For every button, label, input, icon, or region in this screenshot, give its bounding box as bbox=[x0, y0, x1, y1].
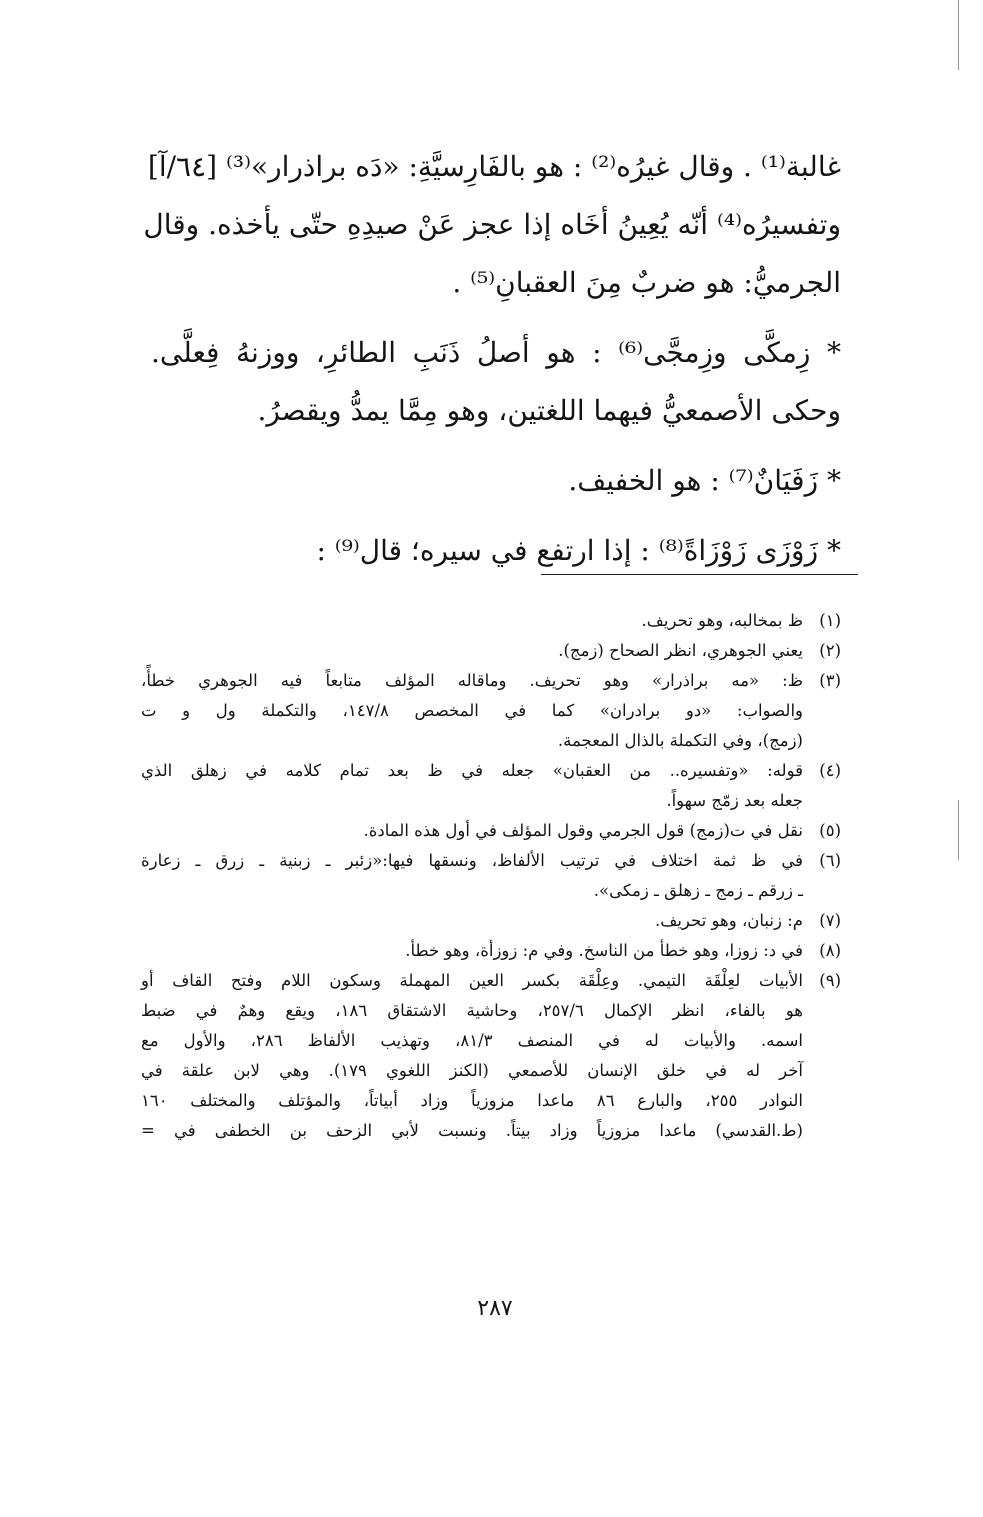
footnote-line: ـ زرقم ـ زمج ـ زهلق ـ زمكى». bbox=[593, 881, 803, 900]
entry-line: * زَفَيَانٌ⁽⁷⁾ : هو الخفيف. bbox=[568, 464, 841, 497]
footnote-number: (٥) bbox=[819, 821, 841, 840]
footnote-line: نقل في ت(زمج) قول الجرمي وقول المؤلف في أول هذه المادة. bbox=[363, 821, 803, 840]
footnote-text bbox=[141, 966, 803, 1146]
entry-line: * زَوْزَى زَوْزَاةً⁽⁸⁾ : إذا ارتفع في سيره؛ قال⁽⁹⁾ : bbox=[316, 534, 841, 567]
footnote-text bbox=[141, 936, 803, 966]
footnote-number: (٣) bbox=[819, 671, 841, 690]
footnote bbox=[141, 816, 841, 846]
footnote-number: (٩) bbox=[819, 971, 841, 990]
footnote-text bbox=[141, 846, 803, 906]
footnote-text bbox=[141, 606, 803, 636]
footnote-number: (٨) bbox=[819, 941, 841, 960]
footnote-number: (٧) bbox=[819, 911, 841, 930]
footnote-line: ظ بمخالبه، وهو تحريف. bbox=[641, 611, 803, 630]
page-number: ٢٨٧ bbox=[477, 1296, 513, 1321]
footnote bbox=[141, 966, 841, 1146]
footnote-line: في ظ ثمة اختلاف في ترتيب الألفاظ، ونسقها فيها:«زئبر ـ زبنية ـ زرق ـ زعارة bbox=[141, 851, 803, 870]
footnote bbox=[141, 666, 841, 756]
footnote bbox=[141, 636, 841, 666]
footnote-text bbox=[141, 666, 803, 756]
footnote-line: قوله: «وتفسيره.. من العقبان» جعله في ظ بعد تمام كلامه في زهلق الذي bbox=[141, 761, 803, 780]
footnote-line: (ط.القدسي) ماعدا مزوزياً وزاد بيتاً. ونسبت لأبي الزحف بن الخطفى في = bbox=[141, 1121, 803, 1140]
footnote-line: م: زنبان، وهو تحريف. bbox=[655, 911, 803, 930]
footnote-line: (زمج)، وفي التكملة بالذال المعجمة. bbox=[557, 731, 803, 750]
footnote-line: هو بالفاء، انظر الإكمال ٢٥٧/٦، وحاشية الاشتقاق ١٨٦، ويقع وهمٌ في ضبط bbox=[141, 1001, 804, 1020]
scan-edge-mark bbox=[958, 800, 963, 860]
footnote-line: الأبيات لعِلْقَة التيمي. وعِلْقَة بكسر العين المهملة وسكون اللام وفتح القاف أو bbox=[141, 971, 803, 990]
footnote-number: (٤) bbox=[819, 761, 841, 780]
main-text-line: وتفسيرُه⁽⁴⁾ أنّه يُعِينُ أخَاه إذا عجز عَنْ صيدِهِ حتّى يأخذه. وقال bbox=[143, 208, 841, 241]
footnote-line: جعله بعد زمّج سهواً. bbox=[666, 791, 803, 810]
footnote bbox=[141, 606, 841, 636]
footnote-text bbox=[141, 816, 803, 846]
entry-line: * زِمكَّى وزِمجَّى⁽⁶⁾ : هو أصلُ ذَنَبِ الطائرِ، ووزنهُ فِعلَّى. bbox=[151, 336, 842, 369]
footnote-line: آخر له في خلق الإنسان للأصمعي (الكنز اللغوي ١٧٩). وهي لابن علقة في bbox=[141, 1061, 803, 1080]
main-text-line: الجرميُّ: هو ضربٌ مِنَ العقبانِ⁽⁵⁾ . bbox=[452, 266, 841, 299]
scan-edge-mark bbox=[958, 0, 963, 70]
footnote-line: النوادر ٢٥٥، والبارع ٨٦ ماعدا مزوزياً وزاد أبياتاً، والمؤتلف والمختلف ١٦٠ bbox=[141, 1091, 804, 1110]
footnote-line: في د: زوزا، وهو خطأ من الناسخ. وفي م: زوزأة، وهو خطأ. bbox=[405, 941, 803, 960]
footnote-line: اسمه. والأبيات له في المنصف ٨١/٣، وتهذيب الألفاظ ٢٨٦، والأول مع bbox=[141, 1031, 804, 1050]
footnote bbox=[141, 936, 841, 966]
footnote-line: ظ: «مه براذرار» وهو تحريف. وماقاله المؤلف متابعاً فيه الجوهري خطأً، bbox=[141, 671, 803, 690]
main-text-line: غالبة⁽¹⁾ . وقال غيرُه⁽²⁾ : هو بالفَارِسيَّةِ: «دَه براذرار»⁽³⁾ [٦٤/آ] bbox=[147, 150, 841, 183]
footnote bbox=[141, 756, 841, 816]
footnote-text bbox=[141, 756, 803, 816]
footnote-number: (١) bbox=[819, 611, 841, 630]
footnote-line: يعني الجوهري، انظر الصحاح (زمج). bbox=[558, 641, 803, 660]
footnote bbox=[141, 906, 841, 936]
footnote-number: (٢) bbox=[819, 641, 841, 660]
footnote-line: والصواب: «دو برادران» كما في المخصص ١٤٧/٨، والتكملة ول و ت bbox=[141, 701, 804, 720]
main-text bbox=[143, 138, 842, 580]
footnote-number: (٦) bbox=[819, 851, 841, 870]
main-text-line: وحكى الأصمعيُّ فيهما اللغتين، وهو مِمَّا يمدُّ ويقصرُ. bbox=[257, 394, 841, 427]
footnote-text bbox=[141, 906, 803, 936]
footnote bbox=[141, 846, 841, 906]
footnote-text bbox=[141, 636, 803, 666]
footnote-separator bbox=[541, 574, 858, 575]
footnotes bbox=[141, 606, 841, 1146]
